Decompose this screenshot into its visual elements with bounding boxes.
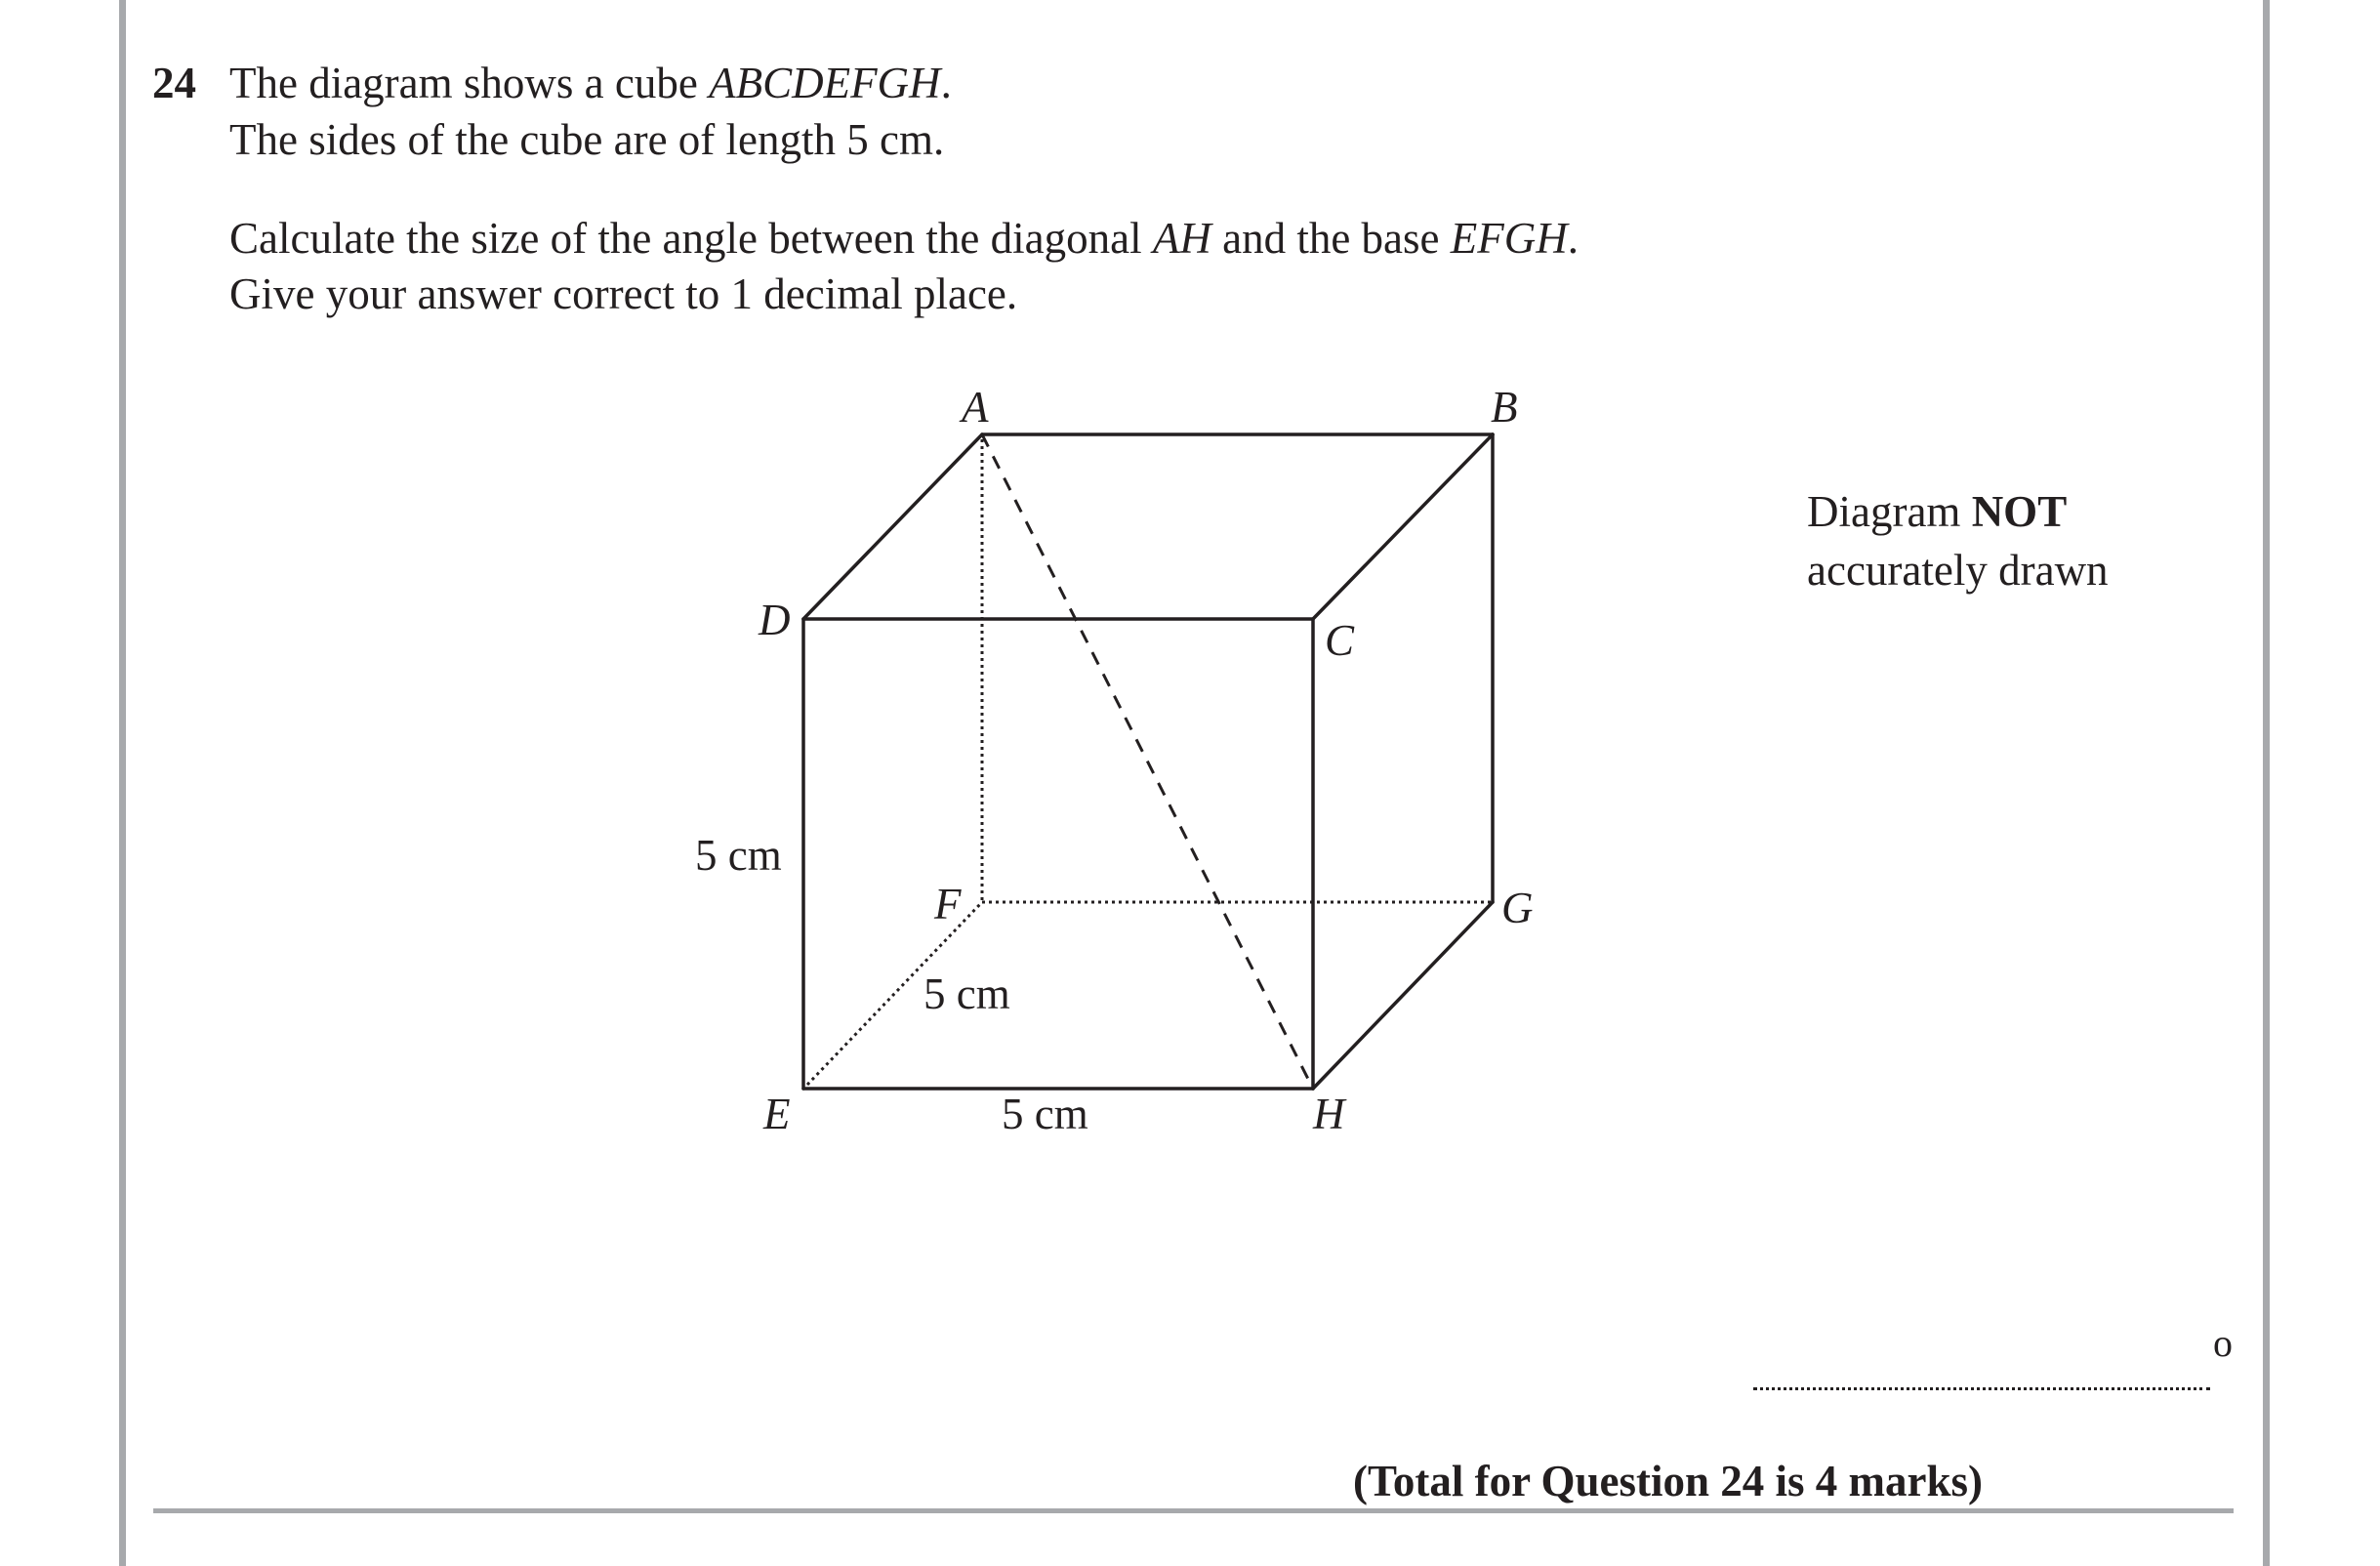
question-line-3-suffix: .: [1567, 214, 1580, 263]
edge-ad: [803, 434, 982, 619]
diagram-note-line-2: accurately drawn: [1807, 546, 2109, 595]
degree-symbol: o: [2213, 1321, 2233, 1365]
vertex-label-g: G: [1501, 884, 1534, 932]
diagonal-ah: [982, 434, 1313, 1089]
base-name: EFGH: [1450, 214, 1568, 263]
diagram-note-emphasis: NOT: [1971, 487, 2068, 536]
diagonal-name: AH: [1152, 214, 1211, 263]
side-label-de: 5 cm: [695, 831, 782, 880]
side-label-ef: 5 cm: [923, 969, 1010, 1018]
vertex-label-a: A: [962, 383, 989, 432]
vertex-label-b: B: [1491, 383, 1518, 432]
vertex-label-f: F: [934, 880, 962, 928]
edge-gh: [1313, 902, 1493, 1089]
question-line-4: Give your answer correct to 1 decimal place.: [229, 269, 1018, 318]
edge-bc: [1313, 434, 1493, 619]
side-label-eh: 5 cm: [1002, 1090, 1088, 1138]
answer-line[interactable]: [1753, 1387, 2210, 1390]
question-total-marks: (Total for Question 24 is 4 marks): [1353, 1457, 1984, 1505]
vertex-label-c: C: [1325, 616, 1355, 665]
cube-name: ABCDEFGH: [709, 59, 941, 107]
question-line-2: The sides of the cube are of length 5 cm.: [229, 115, 945, 164]
question-number: 24: [152, 59, 196, 107]
vertex-label-d: D: [759, 596, 791, 644]
question-line-1-suffix: .: [940, 59, 952, 107]
diagram-note: [1807, 482, 2109, 599]
question-line-1-prefix: The diagram shows a cube: [229, 59, 710, 107]
question-line-3-prefix: Calculate the size of the angle between the diagonal: [229, 214, 1153, 263]
vertex-label-h: H: [1313, 1090, 1345, 1138]
question-line-3-middle: and the base: [1211, 214, 1451, 263]
bottom-rule: [153, 1508, 2234, 1513]
diagram-note-prefix: Diagram: [1807, 487, 1972, 536]
vertex-label-e: E: [763, 1090, 791, 1138]
